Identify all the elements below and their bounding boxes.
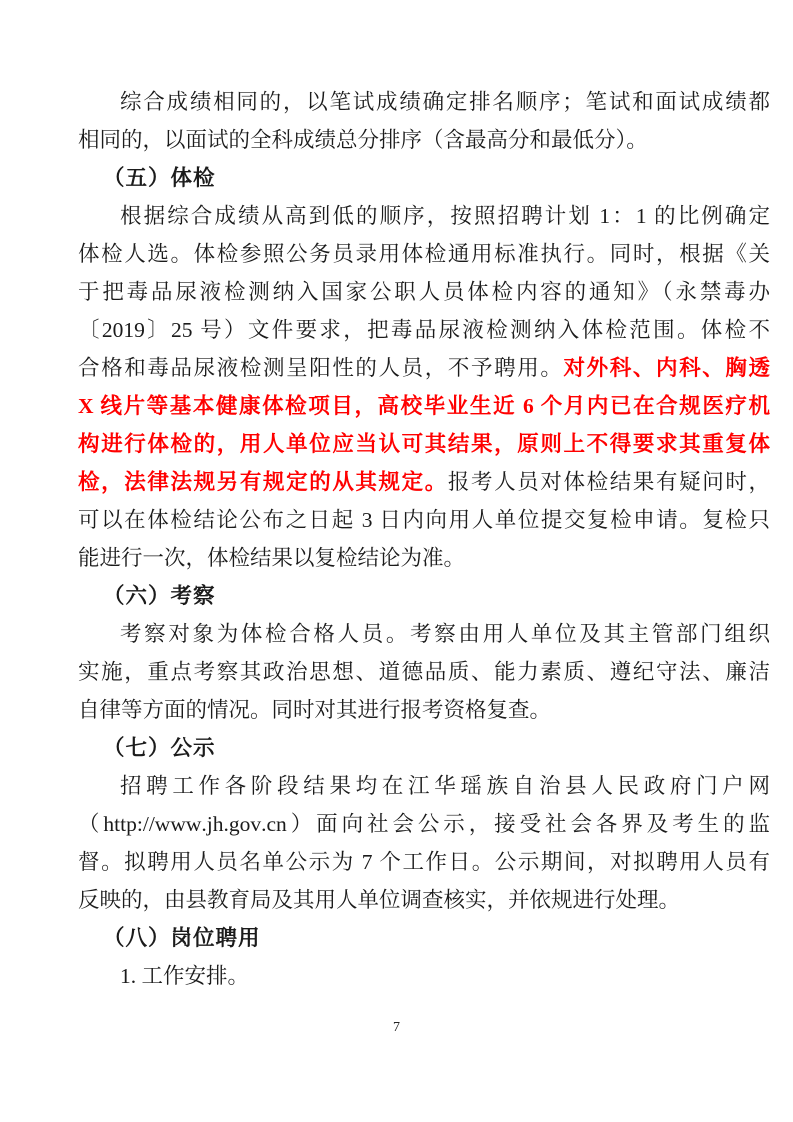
- text-run: 根据综合成绩从高到低的顺序，按照招聘计划 1：1 的比例确定: [120, 204, 770, 228]
- text-run: 体检人选。体检参照公务员录用体检通用标准执行。同时，根据《关: [78, 242, 770, 266]
- text-line: [78, 311, 770, 349]
- text-run: 督。拟聘用人员名单公示为 7 个工作日。公示期间，对拟聘用人员有: [78, 850, 770, 874]
- text-run: 相同的，以面试的全科成绩总分排序（含最高分和最低分）。: [78, 128, 648, 152]
- text-run: 能进行一次，体检结果以复检结论为准。: [78, 546, 466, 570]
- text-run: 实施，重点考察其政治思想、道德品质、能力素质、遵纪守法、廉洁: [78, 660, 770, 684]
- text-line: [78, 691, 770, 729]
- page-number: 7: [393, 1020, 400, 1035]
- section-heading: （八）岗位聘用: [103, 926, 261, 950]
- text-line: [78, 501, 770, 539]
- text-run: （http://www.jh.gov.cn）面向社会公示，接受社会各界及考生的监: [78, 812, 770, 836]
- paragraph: [78, 957, 770, 995]
- text-line: [78, 387, 770, 425]
- text-line: [78, 615, 770, 653]
- section-heading: （五）体检: [103, 166, 216, 190]
- text-line: [78, 767, 770, 805]
- emphasis-text-run: 对外科、内科、胸透: [563, 356, 770, 380]
- text-line: [78, 273, 770, 311]
- document-body: [78, 83, 770, 995]
- text-line: [78, 539, 770, 577]
- text-run: 综合成绩相同的，以笔试成绩确定排名顺序；笔试和面试成绩都: [120, 90, 770, 114]
- text-line: [78, 425, 770, 463]
- text-line: [78, 349, 770, 387]
- paragraph: [78, 83, 770, 159]
- section-heading: （六）考察: [103, 584, 216, 608]
- text-run: 招聘工作各阶段结果均在江华瑶族自治县人民政府门户网: [120, 774, 770, 798]
- text-run: 反映的，由县教育局及其用人单位调查核实，并依规进行处理。: [78, 888, 681, 912]
- text-line: [78, 235, 770, 273]
- text-line: [78, 881, 770, 919]
- emphasis-text-run: 检，法律法规另有规定的从其规定。: [78, 470, 448, 494]
- paragraph: [78, 767, 770, 919]
- text-run: 于把毒品尿液检测纳入国家公职人员体检内容的通知》（永禁毒办: [78, 280, 770, 304]
- text-line: [78, 463, 770, 501]
- text-line: [78, 843, 770, 881]
- emphasis-text-run: X 线片等基本健康体检项目，高校毕业生近 6 个月内已在合规医疗机: [78, 394, 770, 418]
- text-line: [78, 197, 770, 235]
- text-run: 1. 工作安排。: [120, 964, 250, 988]
- section-heading: （七）公示: [103, 736, 216, 760]
- text-run: 合格和毒品尿液检测呈阳性的人员，不予聘用。: [78, 356, 564, 380]
- text-line: [78, 805, 770, 843]
- text-run: 自律等方面的情况。同时对其进行报考资格复查。: [78, 698, 552, 722]
- text-line: [78, 83, 770, 121]
- text-line: [78, 957, 770, 995]
- emphasis-text-run: 构进行体检的，用人单位应当认可其结果，原则上不得要求其重复体: [78, 432, 770, 456]
- text-run: 报考人员对体检结果有疑问时，: [447, 470, 770, 494]
- paragraph: [78, 197, 770, 577]
- text-run: 〔2019〕25 号）文件要求，把毒品尿液检测纳入体检范围。体检不: [78, 318, 770, 342]
- text-line: [78, 653, 770, 691]
- paragraph: [78, 615, 770, 729]
- text-line: [78, 121, 770, 159]
- text-run: 可以在体检结论公布之日起 3 日内向用人单位提交复检申请。复检只: [78, 508, 770, 532]
- text-run: 考察对象为体检合格人员。考察由用人单位及其主管部门组织: [120, 622, 770, 646]
